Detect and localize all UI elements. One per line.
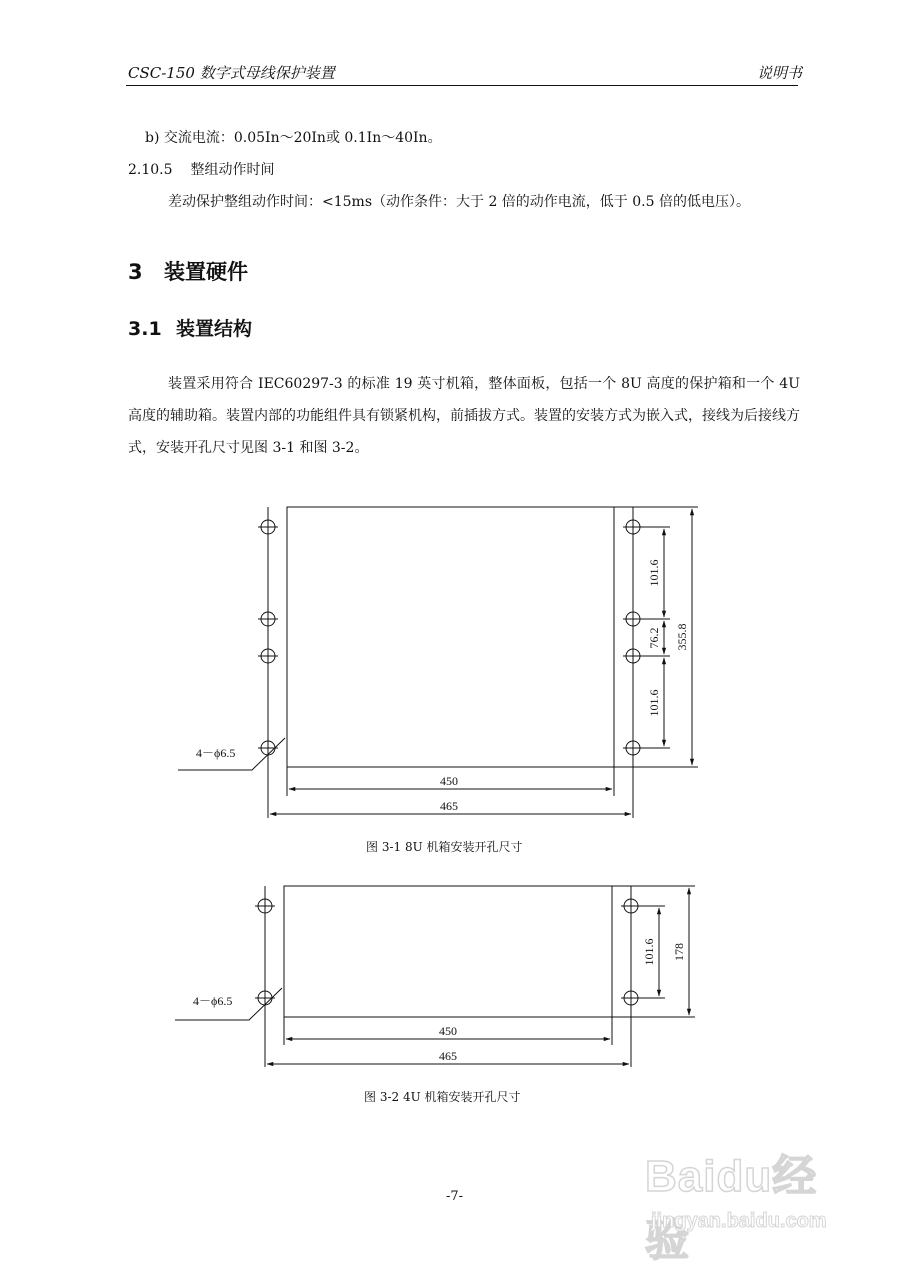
fig1-hole-label: 4－ϕ6.5: [196, 746, 236, 760]
section-number: 3.1: [128, 318, 162, 340]
item-b-ac-current: b) 交流电流：0.05In～20In或 0.1In～40In。: [145, 130, 442, 146]
section-2-10-5-number: 2.10.5: [128, 162, 173, 178]
figure-3-2-drawing: [175, 886, 695, 1067]
fig1-outer-width-label: 465: [440, 799, 458, 813]
fig1-total-height-label: 355.8: [675, 623, 689, 651]
structure-paragraph: 装置采用符合 IEC60297-3 的标准 19 英寸机箱，整体面板，包括一个 8U 高度的保护箱和一个 4U 高度的辅助箱。装置内部的功能组件具有锁紧机构，前插拔方式。装置的安装方式为嵌入式，接线为后接线方式，安装开孔尺寸见图 3-1 和图 3-2。: [128, 376, 800, 456]
fig2-inner-width-label: 450: [439, 1024, 457, 1038]
fig1-top-gap-label: 101.6: [647, 559, 661, 587]
fig2-total-height-label: 178: [672, 943, 686, 961]
header-title: CSC-150 数字式母线保护装置: [128, 64, 335, 82]
figure-3-1-drawing: [178, 507, 698, 818]
figure-3-2-caption: 图 3-2 4U 机箱安装开孔尺寸: [364, 1090, 521, 1104]
fig2-panel-outline: [284, 886, 612, 1017]
chapter-title: 装置硬件: [164, 260, 248, 284]
fig1-bottom-gap-label: 101.6: [647, 689, 661, 717]
section-title: 装置结构: [176, 318, 253, 340]
header-doc-type: 说明书: [757, 64, 803, 82]
fig1-inner-width-label: 450: [440, 774, 458, 788]
trip-time-line: 差动保护整组动作时间：<15ms（动作条件：大于 2 倍的动作电流，低于 0.5 倍的低电压）。: [168, 194, 750, 210]
baidu-jingyan-watermark: [641, 1140, 861, 1265]
chapter-number: 3: [128, 260, 143, 284]
section-2-10-5-title: 整组动作时间: [190, 162, 275, 178]
figure-3-1-caption: 图 3-1 8U 机箱安装开孔尺寸: [366, 840, 523, 854]
fig2-hole-gap-label: 101.6: [642, 938, 656, 966]
page-number: -7-: [446, 1189, 464, 1204]
fig1-mid-gap-label: 76.2: [647, 627, 661, 649]
fig2-outer-width-label: 465: [439, 1049, 457, 1063]
watermark-url: jingyan.baidu.com: [651, 1210, 827, 1232]
watermark-brand: Baidu经验: [645, 1152, 818, 1265]
fig2-hole-label: 4－ϕ6.5: [193, 994, 233, 1008]
fig1-panel-outline: [287, 507, 614, 767]
